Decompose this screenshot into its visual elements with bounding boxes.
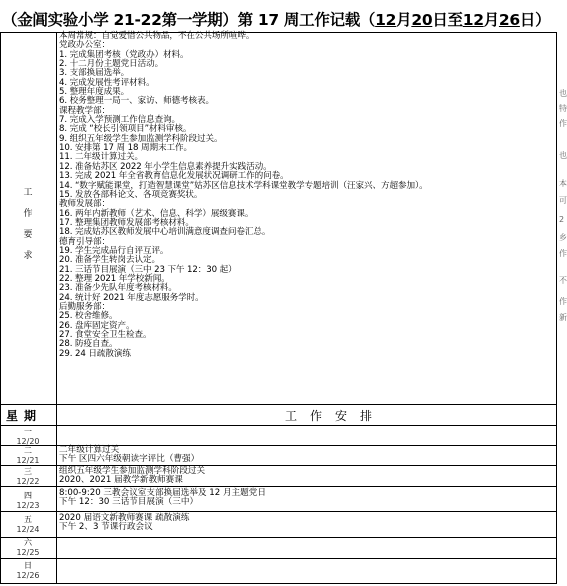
requirement-line: 本周常规：自觉爱惜公共物品，不在公共场所喧哗。 xyxy=(59,31,255,41)
requirement-line: 3. 支部换届选举。 xyxy=(59,68,130,79)
day-divider xyxy=(0,486,557,487)
requirement-line: 后勤服务部： xyxy=(59,301,110,312)
plan-line: 组织五年级学生参加监测学科阶段过关 xyxy=(59,466,206,476)
requirement-line: 4. 完成发展性考评材料。 xyxy=(59,77,155,88)
day-plan-wed xyxy=(59,467,205,486)
requirement-line: 20. 准备学生转岗去认定。 xyxy=(59,255,160,266)
edge-fragment: 作 xyxy=(559,119,567,128)
page-title: （金阊实验小学 21-22第一学期）第 17 周工作记载（12月20日至12月26日） xyxy=(2,11,551,29)
edge-fragment: 也 xyxy=(559,151,567,160)
requirement-line: 12. 准备姑苏区 2022 年小学生信息素养提升实践活动。 xyxy=(59,161,272,172)
column-divider xyxy=(56,32,57,584)
work-plan-header: 工作安排 xyxy=(285,409,386,423)
requirement-line: 21. 三话节目展演（三中 23 下午 12：30 起） xyxy=(59,264,237,275)
day-plan-thu xyxy=(59,489,266,508)
day-divider xyxy=(0,558,557,559)
requirement-line: 18. 完成姑苏区教师发展中心培训满意度调查问卷汇总。 xyxy=(59,227,271,238)
day-cell-tue: 二 12/21 xyxy=(16,446,40,465)
plan-line: 下午 区四六年级朝读字评比（曹强） xyxy=(59,454,200,465)
plan-line: 2020、2021 届教学新教师赛课 xyxy=(59,475,183,486)
requirement-line: 7. 完成入学预测工作信息查询。 xyxy=(59,115,181,126)
edge-fragment: 也 xyxy=(559,89,567,98)
day-cell-mon: 一 12/20 xyxy=(16,427,40,446)
requirements-label: 工 作 要 求 xyxy=(23,188,33,261)
requirement-line: 德育引导部： xyxy=(59,236,110,247)
plan-line: 2020 届语文新教师赛课 疏散演练 xyxy=(59,513,190,523)
edge-fragment: 不 xyxy=(559,276,567,285)
day-plan-fri xyxy=(59,514,189,533)
edge-fragment: 作 xyxy=(559,249,567,258)
requirement-line: 13. 完成 2021 年全省教育信息化发展状况调研工作的问卷。 xyxy=(59,171,289,182)
day-cell-thu: 四 12/23 xyxy=(16,491,40,510)
requirement-line: 22. 整理 2021 年学校新闻。 xyxy=(59,273,170,284)
requirement-line: 教师发展部： xyxy=(59,199,110,210)
day-cell-wed: 三 12/22 xyxy=(16,467,40,486)
plan-line: 二年级计算过关 xyxy=(59,445,120,455)
requirement-line: 27. 食堂安全卫生检查。 xyxy=(59,330,152,340)
requirement-line: 8. 完成 “校长引领项目”材料审核。 xyxy=(59,124,192,135)
requirement-line: 课程教学部： xyxy=(59,105,110,116)
requirement-line: 23. 准备少先队年度考核材料。 xyxy=(59,283,177,294)
plan-line: 下午 2、3 节课行政会议 xyxy=(59,522,153,533)
day-cell-sun: 日 12/26 xyxy=(16,561,40,580)
requirement-line: 19. 学生完成品行自评互评。 xyxy=(59,245,169,256)
header-divider xyxy=(0,425,557,426)
requirement-line: 29. 24 日疏散演练 xyxy=(59,348,131,359)
day-cell-sat: 六 12/25 xyxy=(16,538,40,557)
day-plan-tue xyxy=(59,446,199,465)
requirement-line: 15. 发放各部科论文、各项竞赛奖状。 xyxy=(59,189,203,200)
weekday-header: 星期 xyxy=(6,409,43,423)
requirement-line: 11. 二年级计算过关。 xyxy=(59,152,143,163)
day-cell-fri: 五 12/24 xyxy=(16,515,40,534)
requirement-line: 1. 完成集团考核（党政办）材料。 xyxy=(59,49,189,60)
requirement-line: 2. 十二月份主题党日活动。 xyxy=(59,59,164,70)
requirements-divider xyxy=(0,404,557,405)
requirement-line: 6. 校务整理一局一、家访、师德考核表。 xyxy=(59,96,215,107)
edge-fragment: 可 xyxy=(559,196,567,205)
edge-fragment: 特 xyxy=(559,104,567,113)
requirement-line: 28. 防疫自查。 xyxy=(59,339,118,350)
requirement-line: 16. 两年内新教师（艺术、信息、科学）展级赛课。 xyxy=(59,208,254,219)
requirement-line: 26. 盘库固定资产。 xyxy=(59,320,135,331)
requirement-line: 25. 校舍维修。 xyxy=(59,311,118,322)
edge-fragment: 2 xyxy=(559,215,565,224)
day-divider xyxy=(0,537,557,538)
requirements-list xyxy=(59,32,499,359)
requirement-line: 5. 整理年度成果。 xyxy=(59,87,130,98)
requirement-line: 党政办公室： xyxy=(59,40,110,51)
edge-fragment: 作 xyxy=(559,297,567,306)
requirement-line: 10. 安排第 17 周 18 周期末工作。 xyxy=(59,143,192,154)
edge-fragment: 乡 xyxy=(559,233,567,242)
plan-line: 8:00-9:20 三教会议室支部换届选举及 12 月主题党日 xyxy=(59,488,266,498)
requirement-line: 14. “数字赋能课堂，打造智慧课堂”姑苏区信息技术学科课堂教学专题培训（汪家兴、方超参加）。 xyxy=(59,180,428,191)
requirement-line: 17. 整理集团教师发展部考核材料。 xyxy=(59,217,194,228)
edge-fragment: 本 xyxy=(559,179,567,188)
edge-fragment: 新 xyxy=(559,313,567,322)
day-divider xyxy=(0,511,557,512)
plan-line: 下午 12：30 三话节目展演（三中） xyxy=(59,497,199,508)
requirement-line: 24. 统计好 2021 年度志愿服务学时。 xyxy=(59,292,204,303)
requirement-line: 9. 组织五年级学生参加监测学科阶段过关。 xyxy=(59,133,223,144)
